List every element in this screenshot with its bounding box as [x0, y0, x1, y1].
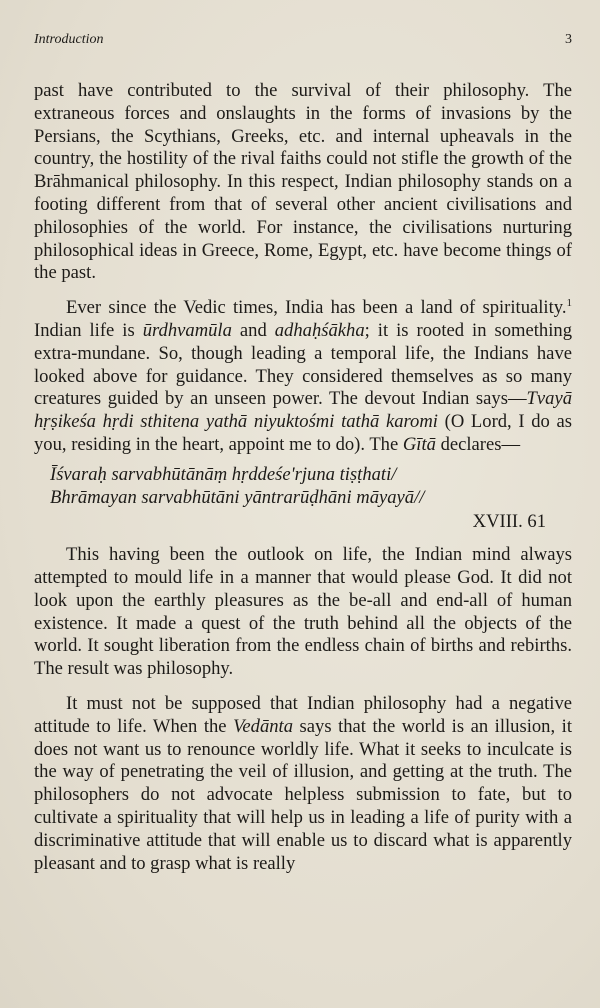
page-number: 3 [565, 32, 572, 47]
paragraph-text: and [231, 319, 275, 341]
sanskrit-term: adhaḥśākha [274, 319, 365, 341]
paragraph-text: ; it is rooted in something extra-mundane. So, though leading a temporal life, the Indians have looked above for guidance. They considered themselves as so many creatures guided by an unseen power. The devout Indian says— [34, 319, 572, 410]
book-page [34, 0, 572, 1008]
body-text [34, 80, 572, 875]
running-head [34, 32, 572, 52]
paragraph-text: It must not be supposed that Indian philosophy had a negative attitude to life. When the [34, 692, 572, 737]
paragraph-text: says that the world is an illusion, it does not want us to renounce worldly life. What it seeks to inculcate is the way of penetrating the veil of illusion, and getting at the truth. The philosophers do not advocate helpless submission to fate, but to cultivate a spirituality that will help us in leading a life of purity with a discriminative attitude that will enable us to discard what is apparently pleasant and to grasp what is really [34, 715, 572, 874]
paragraph-text: Ever since the Vedic times, India has been a land of spirituality. [66, 297, 567, 319]
paragraph-text: (O Lord, I do as you, residing in the heart, appoint me to do). The [34, 411, 572, 455]
paragraph-spirituality [34, 297, 572, 457]
running-title: Introduction [34, 32, 104, 47]
verse-line: Bhrāmayan sarvabhūtāni yāntrarūḍhāni māyayā// [50, 486, 425, 508]
sanskrit-term: ūrdhvamūla [142, 319, 232, 341]
paragraph-text: Indian life is [34, 319, 143, 341]
sanskrit-term: Vedānta [233, 715, 293, 737]
footnote-reference: 1 [566, 296, 572, 309]
paragraph-outlook: This having been the outlook on life, the Indian mind always attempted to mould life in a manner that would please God. It did not look upon the earthly pleasures as the be-all and end-all of human existence. It made a quest of the truth behind all the objects of the world. It sought liberation from the endless chain of births and rebirths. The result was philosophy. [34, 544, 572, 680]
sanskrit-term: Gītā [402, 433, 436, 455]
paragraph-continuation: past have contributed to the survival of their philosophy. The extraneous forces and onslaughts in the forms of invasions by the Persians, the Scythians, Greeks, etc. and internal upheavals in the country, the hostility of the rival faiths could not stifle the growth of the Brāhmanical philosophy. In this respect, Indian philosophy stands on a footing different from that of several other ancient civilisations and philosophies of the world. For instance, the civilisations nurturing philosophical ideas in Greece, Rome, Egypt, etc. have become things of the past. [34, 80, 572, 284]
verse-block [34, 464, 572, 510]
paragraph-attitude [34, 693, 572, 875]
paragraph-text: declares— [435, 433, 521, 455]
verse-line: Īśvaraḥ sarvabhūtānāṃ hṛddeśe'rjuna tiṣṭhati/ [50, 463, 397, 485]
verse-reference: XVIII. 61 [472, 511, 546, 533]
sanskrit-quote: Tvayā hṛṣikeśa hṛdi sthitena yathā niyuktośmi tathā karomi [34, 388, 572, 433]
